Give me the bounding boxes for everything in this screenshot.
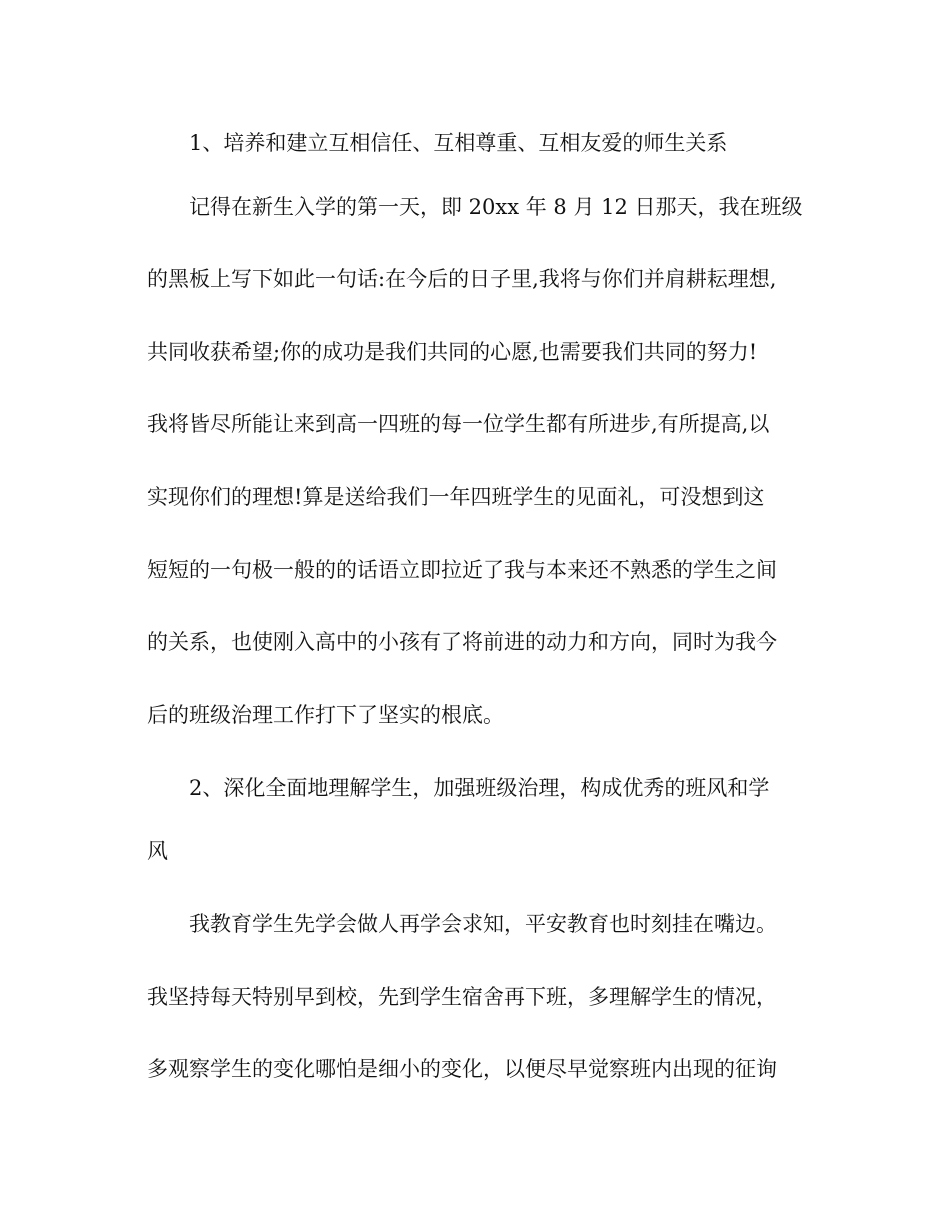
paragraph-line: 多观察学生的变化哪怕是细小的变化，以便尽早觉察班内出现的征询 [147, 1057, 777, 1081]
heading-2: 2、深化全面地理解学生，加强班级治理，构成优秀的班风和学 [189, 776, 770, 800]
paragraph-line: 实现你们的理想!算是送给我们一年四班学生的见面礼，可没想到这 [147, 485, 765, 509]
paragraph-line: 后的班级治理工作打下了坚实的根底。 [147, 703, 504, 727]
paragraph-line: 的黑板上写下如此一句话:在今后的日子里,我将与你们并肩耕耘理想, [147, 267, 777, 291]
paragraph-line: 我教育学生先学会做人再学会求知，平安教育也时刻挂在嘴边。 [189, 912, 777, 936]
heading-2-continuation: 风 [147, 839, 168, 863]
paragraph-line: 短短的一句极一般的的话语立即拉近了我与本来还不熟悉的学生之间 [147, 558, 777, 582]
paragraph-line: 我将皆尽所能让来到高一四班的每一位学生都有所进步,有所提高,以 [147, 412, 770, 436]
paragraph-line: 的关系，也使刚入高中的小孩有了将前进的动力和方向，同时为我今 [147, 630, 777, 654]
paragraph-line: 我坚持每天特别早到校，先到学生宿舍再下班，多理解学生的情况， [147, 985, 777, 1009]
paragraph-line: 共同收获希望;你的成功是我们共同的心愿,也需要我们共同的努力! [147, 340, 758, 364]
paragraph-line: 记得在新生入学的第一天，即 20xx 年 8 月 12 日那天，我在班级 [189, 195, 803, 219]
heading-1: 1、培养和建立互相信任、互相尊重、互相友爱的师生关系 [189, 131, 728, 155]
